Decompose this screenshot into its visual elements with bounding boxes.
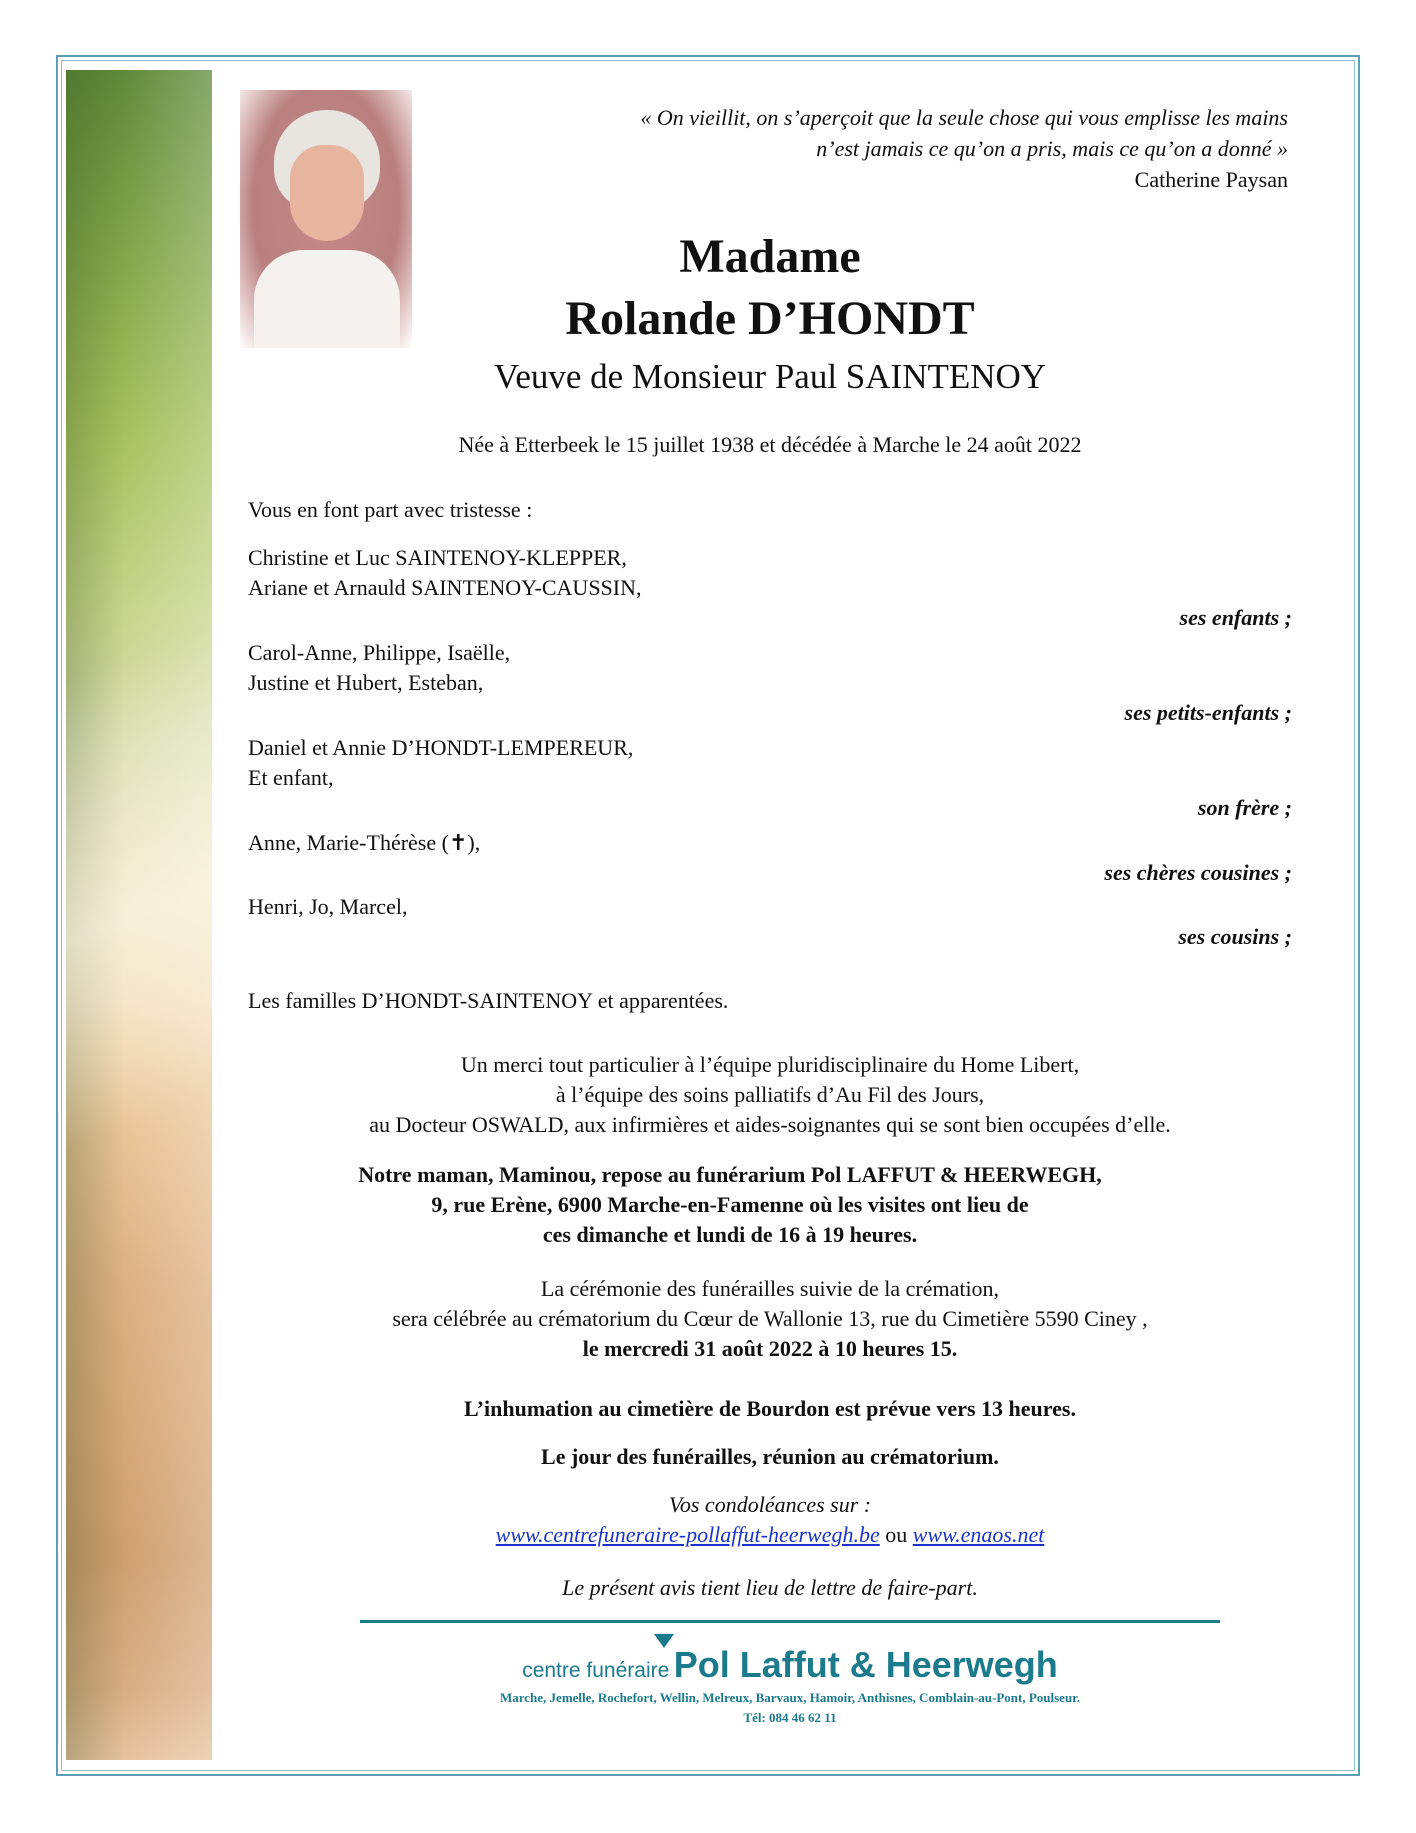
ceremony-block <box>250 1274 1290 1364</box>
relation-label: ses enfants ; <box>1179 605 1292 630</box>
relation-label: ses petits-enfants ; <box>1124 700 1292 725</box>
repose-line-1: Notre maman, Maminou, repose au funérarium Pol LAFFUT & HEERWEGH, <box>358 1162 1102 1187</box>
logo-towns: Marche, Jemelle, Rochefort, Wellin, Melreux, Barvaux, Hamoir, Anthisnes, Comblain-au-Pont, Poulseur. <box>499 1690 1081 1705</box>
funeral-home-link[interactable]: www.centrefuneraire-pollaffut-heerwegh.be <box>495 1522 880 1547</box>
repose-line-2: 9, rue Erène, 6900 Marche-en-Famenne où les visites ont lieu de <box>431 1192 1029 1217</box>
funeral-day-line: Le jour des funérailles, réunion au crématorium. <box>541 1444 999 1469</box>
quote-author: Catherine Paysan <box>1134 167 1288 192</box>
family-group-brother <box>248 733 1292 823</box>
announcement-intro: Vous en font part avec tristesse : <box>248 497 533 522</box>
footer-divider <box>360 1620 1220 1623</box>
family-line: Christine et Luc SAINTENOY-KLEPPER, <box>248 545 627 570</box>
funeral-home-logo <box>360 1630 1220 1726</box>
thanks-line-2: à l’équipe des soins palliatifs d’Au Fil des Jours, <box>555 1082 985 1107</box>
family-line: Justine et Hubert, Esteban, <box>248 670 484 695</box>
epigraph-quote <box>428 102 1288 195</box>
repose-block <box>210 1160 1250 1250</box>
relation-label: ses cousins ; <box>1178 924 1292 949</box>
honorific: Madame <box>679 230 861 283</box>
thanks-block <box>250 1050 1290 1140</box>
deceased-name: Rolande D’HONDT <box>565 292 975 345</box>
ceremony-date: le mercredi 31 août 2022 à 10 heures 15. <box>582 1336 958 1361</box>
family-group-cousins <box>248 892 1292 952</box>
family-line: Et enfant, <box>248 765 334 790</box>
deceased-title <box>250 226 1290 350</box>
condolences-block <box>250 1490 1290 1550</box>
family-line: Henri, Jo, Marcel, <box>248 894 408 919</box>
family-group-cousines <box>248 828 1292 888</box>
faire-part-notice: Le présent avis tient lieu de lettre de faire-part. <box>562 1575 978 1600</box>
widow-of: Veuve de Monsieur Paul SAINTENOY <box>493 357 1047 396</box>
logo-triangle-icon <box>654 1634 674 1648</box>
inhumation-line: L’inhumation au cimetière de Bourdon est prévue vers 13 heures. <box>464 1396 1076 1421</box>
forest-path-image <box>66 70 212 1760</box>
ceremony-line-2: sera célébrée au crématorium du Cœur de Wallonie 13, rue du Cimetière 5590 Ciney , <box>392 1306 1148 1331</box>
repose-line-3: ces dimanche et lundi de 16 à 19 heures. <box>542 1222 918 1247</box>
family-line: Daniel et Annie D’HONDT-LEMPEREUR, <box>248 735 634 760</box>
logo-phone: Tél: 084 46 62 11 <box>743 1710 837 1725</box>
family-group-children <box>248 543 1292 633</box>
family-line: Anne, Marie-Thérèse (✝), <box>248 830 481 855</box>
logo-prefix: centre funéraire <box>522 1659 670 1682</box>
relation-label: ses chères cousines ; <box>1104 860 1292 885</box>
families-line: Les familles D’HONDT-SAINTENOY et apparentées. <box>248 988 729 1013</box>
birth-death-line: Née à Etterbeek le 15 juillet 1938 et décédée à Marche le 24 août 2022 <box>458 432 1082 457</box>
enaos-link[interactable]: www.enaos.net <box>912 1522 1045 1547</box>
family-line: Ariane et Arnauld SAINTENOY-CAUSSIN, <box>248 575 642 600</box>
family-line: Carol-Anne, Philippe, Isaëlle, <box>248 640 511 665</box>
family-group-grandchildren <box>248 638 1292 728</box>
logo-name: Pol Laffut & Heerwegh <box>673 1644 1058 1685</box>
condolences-label: Vos condoléances sur : <box>668 1492 872 1517</box>
thanks-line-3: au Docteur OSWALD, aux infirmières et aides-soignantes qui se sont bien occupées d’elle. <box>369 1112 1171 1137</box>
relation-label: son frère ; <box>1197 795 1292 820</box>
quote-line-2: n’est jamais ce qu’on a pris, mais ce qu’on a donné » <box>816 136 1288 161</box>
quote-line-1: « On vieillit, on s’aperçoit que la seule chose qui vous emplisse les mains <box>640 105 1288 130</box>
thanks-line-1: Un merci tout particulier à l’équipe pluridisciplinaire du Home Libert, <box>460 1052 1080 1077</box>
ceremony-line-1: La cérémonie des funérailles suivie de la crémation, <box>540 1276 1000 1301</box>
or-word: ou <box>885 1522 908 1547</box>
